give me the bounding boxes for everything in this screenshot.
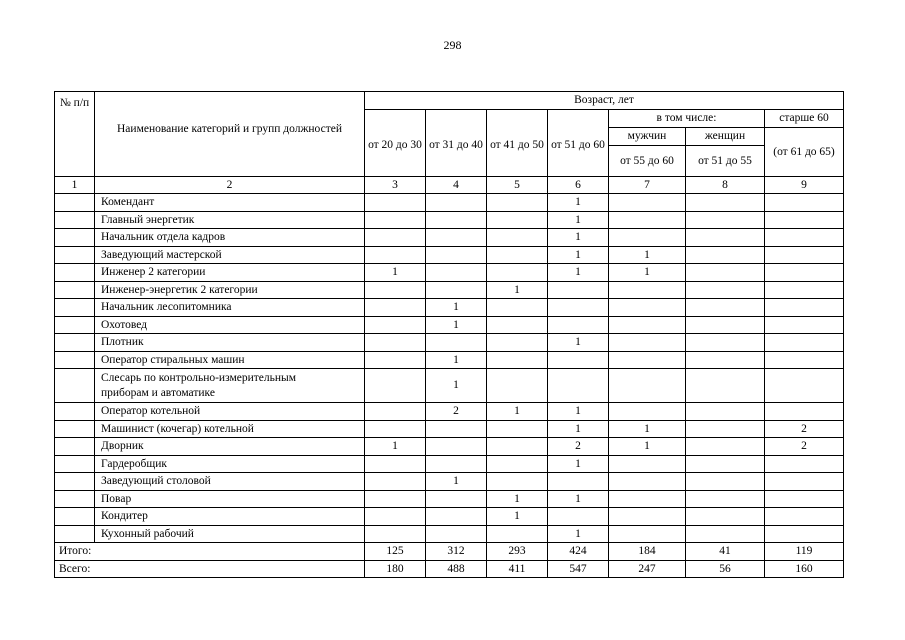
header-age-41-50: от 41 до 50 — [487, 110, 548, 177]
table-row — [55, 369, 844, 403]
position-name: Заведующий мастерской — [95, 246, 365, 264]
position-name: Начальник отдела кадров — [95, 229, 365, 247]
count-cell-c3 — [365, 508, 426, 526]
count-cell-c6 — [548, 351, 609, 369]
count-cell-c5: 1 — [487, 508, 548, 526]
total-cell-c8: 41 — [686, 543, 765, 561]
table-row — [55, 490, 844, 508]
position-name: Инженер-энергетик 2 категории — [95, 281, 365, 299]
row-number-cell — [55, 264, 95, 282]
table-row — [55, 438, 844, 456]
row-number-cell — [55, 229, 95, 247]
count-cell-c6: 1 — [548, 229, 609, 247]
position-name: Начальник лесопитомника — [95, 299, 365, 317]
count-cell-c8 — [686, 473, 765, 491]
table-row — [55, 420, 844, 438]
column-number: 7 — [609, 177, 686, 194]
count-cell-c3 — [365, 334, 426, 352]
count-cell-c3: 1 — [365, 264, 426, 282]
count-cell-c3 — [365, 369, 426, 403]
count-cell-c6 — [548, 473, 609, 491]
count-cell-c9 — [765, 264, 844, 282]
count-cell-c8 — [686, 281, 765, 299]
header-women: женщин — [686, 128, 765, 146]
count-cell-c3 — [365, 316, 426, 334]
count-cell-c7 — [609, 194, 686, 212]
column-number: 3 — [365, 177, 426, 194]
count-cell-c3 — [365, 351, 426, 369]
total-cell-c3: 125 — [365, 543, 426, 561]
count-cell-c4 — [426, 438, 487, 456]
count-cell-c7 — [609, 455, 686, 473]
count-cell-c4 — [426, 525, 487, 543]
count-cell-c7 — [609, 508, 686, 526]
row-number-cell — [55, 369, 95, 403]
count-cell-c7 — [609, 229, 686, 247]
table-row — [55, 473, 844, 491]
total-cell-c8: 56 — [686, 560, 765, 578]
count-cell-c4 — [426, 229, 487, 247]
count-cell-c6 — [548, 508, 609, 526]
position-name: Повар — [95, 490, 365, 508]
count-cell-c5 — [487, 334, 548, 352]
count-cell-c5 — [487, 369, 548, 403]
count-cell-c3 — [365, 525, 426, 543]
count-cell-c4 — [426, 455, 487, 473]
count-cell-c9 — [765, 525, 844, 543]
count-cell-c8 — [686, 369, 765, 403]
count-cell-c4: 1 — [426, 299, 487, 317]
count-cell-c4: 1 — [426, 316, 487, 334]
count-cell-c7 — [609, 316, 686, 334]
count-cell-c7 — [609, 299, 686, 317]
count-cell-c5: 1 — [487, 403, 548, 421]
count-cell-c4: 2 — [426, 403, 487, 421]
count-cell-c4: 1 — [426, 473, 487, 491]
count-cell-c5 — [487, 211, 548, 229]
subtotal-row — [55, 543, 844, 561]
count-cell-c5 — [487, 455, 548, 473]
count-cell-c6: 1 — [548, 525, 609, 543]
count-cell-c3 — [365, 194, 426, 212]
count-cell-c5 — [487, 194, 548, 212]
count-cell-c8 — [686, 299, 765, 317]
total-cell-c9: 119 — [765, 543, 844, 561]
count-cell-c9 — [765, 334, 844, 352]
header-including: в том числе: — [609, 110, 765, 128]
table-row — [55, 455, 844, 473]
header-age-20-30: от 20 до 30 — [365, 110, 426, 177]
column-number: 8 — [686, 177, 765, 194]
column-number: 2 — [95, 177, 365, 194]
count-cell-c3 — [365, 299, 426, 317]
count-cell-c9 — [765, 455, 844, 473]
position-name: Охотовед — [95, 316, 365, 334]
column-number: 1 — [55, 177, 95, 194]
position-name: Главный энергетик — [95, 211, 365, 229]
header-over60: старше 60 — [765, 110, 844, 128]
count-cell-c7 — [609, 403, 686, 421]
count-cell-c4 — [426, 420, 487, 438]
row-number-cell — [55, 438, 95, 456]
row-number-cell — [55, 508, 95, 526]
table-row — [55, 246, 844, 264]
row-number-cell — [55, 281, 95, 299]
header-age-51-60: от 51 до 60 — [548, 110, 609, 177]
total-cell-c4: 312 — [426, 543, 487, 561]
count-cell-c9: 2 — [765, 420, 844, 438]
table-row — [55, 334, 844, 352]
count-cell-c8 — [686, 403, 765, 421]
count-cell-c5 — [487, 438, 548, 456]
count-cell-c5 — [487, 351, 548, 369]
count-cell-c9 — [765, 246, 844, 264]
count-cell-c3 — [365, 211, 426, 229]
count-cell-c9 — [765, 369, 844, 403]
column-number: 6 — [548, 177, 609, 194]
count-cell-c9 — [765, 473, 844, 491]
count-cell-c8 — [686, 420, 765, 438]
row-number-cell — [55, 299, 95, 317]
count-cell-c8 — [686, 194, 765, 212]
total-label: Всего: — [55, 560, 365, 578]
total-label: Итого: — [55, 543, 365, 561]
count-cell-c8 — [686, 455, 765, 473]
row-number-cell — [55, 403, 95, 421]
count-cell-c4 — [426, 281, 487, 299]
position-name: Машинист (кочегар) котельной — [95, 420, 365, 438]
position-name: Плотник — [95, 334, 365, 352]
column-numbers-row — [55, 177, 844, 194]
row-number-cell — [55, 455, 95, 473]
count-cell-c3 — [365, 490, 426, 508]
count-cell-c7 — [609, 351, 686, 369]
count-cell-c5 — [487, 525, 548, 543]
header-name: Наименование категорий и групп должностей — [95, 92, 365, 177]
count-cell-c9 — [765, 316, 844, 334]
count-cell-c8 — [686, 264, 765, 282]
table-row — [55, 299, 844, 317]
header-age-31-40: от 31 до 40 — [426, 110, 487, 177]
count-cell-c7: 1 — [609, 438, 686, 456]
row-number-cell — [55, 525, 95, 543]
count-cell-c4 — [426, 194, 487, 212]
count-cell-c4: 1 — [426, 369, 487, 403]
total-cell-c7: 247 — [609, 560, 686, 578]
count-cell-c8 — [686, 351, 765, 369]
count-cell-c5: 1 — [487, 281, 548, 299]
count-cell-c7 — [609, 525, 686, 543]
total-cell-c4: 488 — [426, 560, 487, 578]
table-row — [55, 281, 844, 299]
position-name: Оператор котельной — [95, 403, 365, 421]
count-cell-c6 — [548, 281, 609, 299]
table-row — [55, 229, 844, 247]
count-cell-c7 — [609, 490, 686, 508]
table-row — [55, 211, 844, 229]
count-cell-c9 — [765, 281, 844, 299]
count-cell-c9 — [765, 490, 844, 508]
total-cell-c6: 547 — [548, 560, 609, 578]
total-cell-c5: 411 — [487, 560, 548, 578]
position-name: Слесарь по контрольно-измерительным приборам и автоматике — [95, 369, 365, 403]
count-cell-c6: 1 — [548, 420, 609, 438]
count-cell-c5 — [487, 473, 548, 491]
count-cell-c8 — [686, 438, 765, 456]
count-cell-c3: 1 — [365, 438, 426, 456]
count-cell-c3 — [365, 281, 426, 299]
count-cell-c9 — [765, 508, 844, 526]
count-cell-c8 — [686, 508, 765, 526]
position-name: Дворник — [95, 438, 365, 456]
row-number-cell — [55, 490, 95, 508]
count-cell-c6: 1 — [548, 334, 609, 352]
total-cell-c7: 184 — [609, 543, 686, 561]
position-name: Кухонный рабочий — [95, 525, 365, 543]
count-cell-c4 — [426, 334, 487, 352]
count-cell-c7 — [609, 473, 686, 491]
count-cell-c6: 2 — [548, 438, 609, 456]
table-row — [55, 525, 844, 543]
position-name: Гардеробщик — [95, 455, 365, 473]
table-row — [55, 194, 844, 212]
count-cell-c6 — [548, 316, 609, 334]
table-row — [55, 508, 844, 526]
count-cell-c3 — [365, 229, 426, 247]
position-name: Инженер 2 категории — [95, 264, 365, 282]
total-cell-c3: 180 — [365, 560, 426, 578]
header-age: Возраст, лет — [365, 92, 844, 110]
count-cell-c3 — [365, 455, 426, 473]
count-cell-c9 — [765, 351, 844, 369]
count-cell-c3 — [365, 420, 426, 438]
count-cell-c7 — [609, 369, 686, 403]
count-cell-c5 — [487, 316, 548, 334]
count-cell-c4 — [426, 246, 487, 264]
count-cell-c4: 1 — [426, 351, 487, 369]
count-cell-c7 — [609, 211, 686, 229]
count-cell-c7: 1 — [609, 246, 686, 264]
count-cell-c8 — [686, 490, 765, 508]
count-cell-c9 — [765, 403, 844, 421]
row-number-cell — [55, 334, 95, 352]
row-number-cell — [55, 246, 95, 264]
header-women-range: от 51 до 55 — [686, 146, 765, 177]
position-name: Комендант — [95, 194, 365, 212]
row-number-cell — [55, 420, 95, 438]
count-cell-c5 — [487, 420, 548, 438]
table-row — [55, 351, 844, 369]
count-cell-c9 — [765, 299, 844, 317]
count-cell-c6: 1 — [548, 264, 609, 282]
count-cell-c9 — [765, 194, 844, 212]
total-cell-c6: 424 — [548, 543, 609, 561]
count-cell-c6: 1 — [548, 455, 609, 473]
grand-total-row — [55, 560, 844, 578]
count-cell-c7 — [609, 334, 686, 352]
count-cell-c6 — [548, 299, 609, 317]
count-cell-c7: 1 — [609, 420, 686, 438]
count-cell-c6: 1 — [548, 194, 609, 212]
total-cell-c5: 293 — [487, 543, 548, 561]
count-cell-c3 — [365, 246, 426, 264]
page-number: 298 — [443, 38, 462, 52]
position-name: Кондитер — [95, 508, 365, 526]
count-cell-c4 — [426, 264, 487, 282]
count-cell-c4 — [426, 490, 487, 508]
row-number-cell — [55, 316, 95, 334]
count-cell-c7: 1 — [609, 264, 686, 282]
count-cell-c5: 1 — [487, 490, 548, 508]
count-cell-c7 — [609, 281, 686, 299]
count-cell-c5 — [487, 229, 548, 247]
header-men-range: от 55 до 60 — [609, 146, 686, 177]
column-number: 4 — [426, 177, 487, 194]
count-cell-c6: 1 — [548, 490, 609, 508]
count-cell-c6: 1 — [548, 403, 609, 421]
count-cell-c8 — [686, 316, 765, 334]
table-row — [55, 403, 844, 421]
column-number: 5 — [487, 177, 548, 194]
count-cell-c8 — [686, 229, 765, 247]
count-cell-c8 — [686, 211, 765, 229]
header-number: № п/п — [55, 92, 95, 177]
row-number-cell — [55, 194, 95, 212]
total-cell-c9: 160 — [765, 560, 844, 578]
table-row — [55, 316, 844, 334]
count-cell-c3 — [365, 403, 426, 421]
count-cell-c8 — [686, 246, 765, 264]
count-cell-c6 — [548, 369, 609, 403]
count-cell-c5 — [487, 299, 548, 317]
count-cell-c5 — [487, 264, 548, 282]
table-row — [55, 264, 844, 282]
position-name: Заведующий столовой — [95, 473, 365, 491]
count-cell-c5 — [487, 246, 548, 264]
count-cell-c9 — [765, 211, 844, 229]
count-cell-c4 — [426, 211, 487, 229]
header-over60-range: (от 61 до 65) — [765, 128, 844, 177]
row-number-cell — [55, 351, 95, 369]
count-cell-c3 — [365, 473, 426, 491]
count-cell-c9: 2 — [765, 438, 844, 456]
position-name: Оператор стиральных машин — [95, 351, 365, 369]
count-cell-c8 — [686, 334, 765, 352]
count-cell-c4 — [426, 508, 487, 526]
count-cell-c8 — [686, 525, 765, 543]
column-number: 9 — [765, 177, 844, 194]
age-distribution-table — [54, 91, 844, 578]
count-cell-c9 — [765, 229, 844, 247]
count-cell-c6: 1 — [548, 246, 609, 264]
count-cell-c6: 1 — [548, 211, 609, 229]
row-number-cell — [55, 473, 95, 491]
header-men: мужчин — [609, 128, 686, 146]
row-number-cell — [55, 211, 95, 229]
